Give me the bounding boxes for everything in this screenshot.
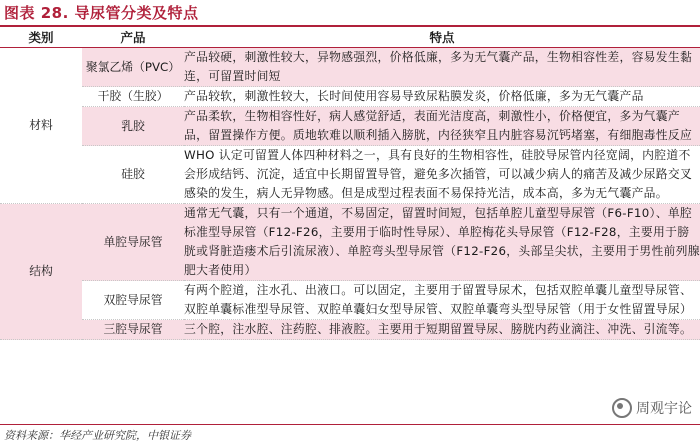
features-cell: WHO 认定可留置人体四种材料之一，具有良好的生物相容性，硅胶导尿管内径宽阔，内腔道不会形成结钙、沉淀，适宜中长期留置导管，避免多次插管，可以减少病人的痛苦及减少尿路交叉感染的发生，病人无异物感。但是成型过程表面不易保持光洁，成本高，多为无气囊产品。	[184, 146, 700, 204]
product-cell: 干胶（生胶）	[82, 87, 184, 107]
features-cell: 产品较硬，刺激性较大，异物感强烈，价格低廉，多为无气囊产品，生物相容性差，容易发生黏连，可留置时间短	[184, 48, 700, 87]
features-cell: 有两个腔道，注水孔、出液口。可以固定，主要用于留置导尿术，包括双腔单囊儿童型导尿管、双腔单囊标准型导尿管、双腔单囊妇女型导尿管、双腔单囊弯头型导尿管（用于女性留置导尿）	[184, 281, 700, 320]
header-features: 特点	[184, 28, 700, 48]
product-cell: 双腔导尿管	[82, 281, 184, 320]
category-cell-material: 材料	[0, 48, 82, 204]
table-row	[0, 107, 700, 146]
watermark	[612, 398, 692, 418]
watermark-text: 周观宇论	[636, 401, 692, 417]
features-cell: 产品较软，刺激性较大，长时间使用容易导致尿粘膜发炎，价格低廉，多为无气囊产品	[184, 87, 700, 107]
product-cell: 硅胶	[82, 146, 184, 204]
header-product: 产品	[82, 28, 184, 48]
features-cell: 产品柔软，生物相容性好，病人感觉舒适，表面光洁度高，刺激性小，价格便宜，多为气囊产品，留置操作方便。质地软难以顺利插入膀胱，内径狭窄且内脏容易沉钙堵塞，有细胞毒性反应	[184, 107, 700, 146]
table-row	[0, 320, 700, 340]
catheter-table	[0, 28, 700, 340]
table-row	[0, 281, 700, 320]
category-cell-structure: 结构	[0, 204, 82, 340]
product-cell: 聚氯乙烯（PVC）	[82, 48, 184, 87]
features-cell: 三个腔，注水腔、注药腔、排液腔。主要用于短期留置导尿、膀胱内药业滴注、冲洗、引流等。	[184, 320, 700, 340]
header-row	[0, 28, 700, 48]
product-cell: 单腔导尿管	[82, 204, 184, 281]
wechat-icon	[612, 398, 632, 418]
figure-title: 图表 28. 导尿管分类及特点	[4, 4, 199, 22]
top-rule	[0, 25, 700, 27]
product-cell: 三腔导尿管	[82, 320, 184, 340]
header-category: 类别	[0, 28, 82, 48]
table-row	[0, 204, 700, 281]
table-row	[0, 48, 700, 87]
product-cell: 乳胶	[82, 107, 184, 146]
bottom-rule	[0, 424, 700, 425]
table-row	[0, 146, 700, 204]
features-cell: 通常无气囊，只有一个通道，不易固定，留置时间短，包括单腔儿童型导尿管（F6-F10）、单腔标准型导尿管（F12-F26，主要用于临时性导尿）、单腔梅花头导尿管（F12-F28，主要用于膀胱或肾脏造瘘术后引流尿液）、单腔弯头型导尿管（F12-F26，头部呈尖状，主要用于男性前列腺肥大者使用）	[184, 204, 700, 281]
table-row	[0, 87, 700, 107]
source-note: 资料来源：华经产业研究院，中银证券	[4, 429, 191, 442]
